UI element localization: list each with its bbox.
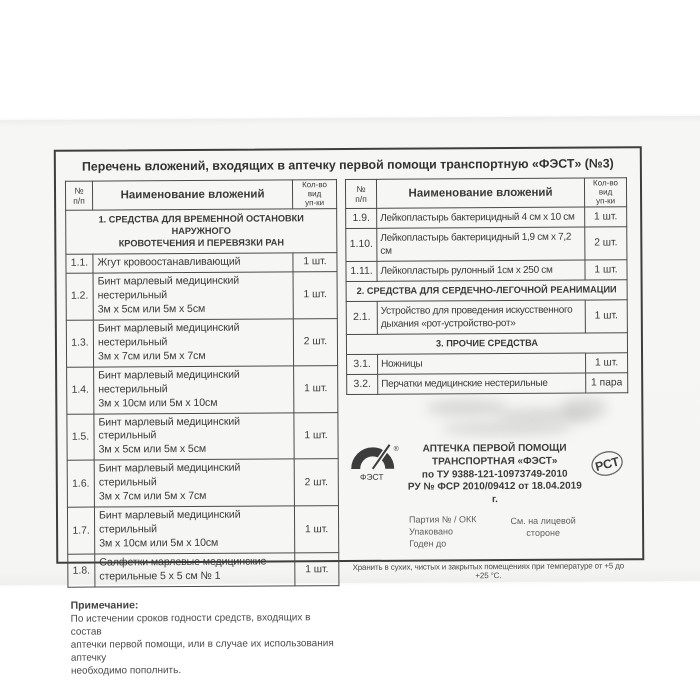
col-header-num: № п/п bbox=[65, 181, 92, 210]
batch-line-1: Партия № / ОКК bbox=[409, 514, 477, 525]
table-row: 1.8. Салфетки марлевые медицинские стерильные 5 х 5 см № 1 1 шт. bbox=[68, 553, 339, 588]
contents-table-right bbox=[345, 177, 628, 395]
section-header-2: 2. СРЕДСТВА ДЛЯ СЕРДЕЧНО-ЛЕГОЧНОЙ РЕАНИМАЦИИ bbox=[346, 280, 627, 301]
table-row: 3.1. Ножницы 1 шт. bbox=[347, 352, 628, 374]
batch-line-2: Упаковано bbox=[409, 526, 454, 537]
batch-line-3: Годен до bbox=[409, 538, 447, 549]
blur-blob bbox=[561, 397, 606, 419]
table-row: 1.6. Бинт марлевый медицинский стерильный 3м х 7см или 5м х 7см 2 шт. bbox=[67, 459, 338, 508]
contents-table-left bbox=[65, 179, 339, 588]
note-block bbox=[71, 598, 340, 678]
table-header-row bbox=[345, 178, 626, 208]
col-header-qty: Кол-во вид уп-ки bbox=[292, 180, 336, 209]
table-header-row bbox=[65, 180, 336, 210]
censored-stamp-region bbox=[346, 393, 628, 442]
leaflet-paper bbox=[0, 116, 700, 677]
table-row: 1.7. Бинт марлевый медицинский стерильный 3м х 10см или 5м х 10см 1 шт. bbox=[67, 506, 338, 555]
rst-certification-logo bbox=[582, 438, 634, 494]
table-row: 1.11. Лейкопластырь рулонный 1см х 250 см 1 шт. bbox=[346, 260, 627, 282]
table-row: 3.2. Перчатки медицинские нестерильные 1 пара bbox=[347, 373, 628, 395]
page-title: Перечень вложений, входящих в аптечку первой помощи транспортную «ФЭСТ» (№3) bbox=[81, 156, 614, 174]
left-column bbox=[65, 179, 340, 678]
registered-mark: ® bbox=[393, 445, 399, 453]
rst-logo-label: РСТ bbox=[593, 454, 621, 474]
table-row: 1.2. Бинт марлевый медицинский нестерильный 3м х 5см или 5м х 5см 1 шт. bbox=[66, 271, 337, 320]
section-header-1: 1. СРЕДСТВА ДЛЯ ВРЕМЕННОЙ ОСТАНОВКИ НАРУЖНОГО КРОВОТЕЧЕНИЯ И ПЕРЕВЯЗКИ РАН bbox=[66, 208, 337, 254]
batch-info-block bbox=[347, 512, 629, 550]
product-line-2: ТРАНСПОРТНАЯ «ФЭСТ» bbox=[431, 455, 558, 468]
section-header-3: 3. ПРОЧИЕ СРЕДСТВА bbox=[346, 333, 627, 354]
product-line-3: по ТУ 9388-121-10973749-2010 bbox=[421, 468, 568, 481]
note-label: Примечание: bbox=[70, 599, 139, 612]
branding-row bbox=[347, 440, 629, 508]
product-title-block bbox=[407, 440, 583, 507]
right-column bbox=[345, 177, 630, 676]
table-row: 1.9. Лейкопластырь бактерицидный 4 см х 10 см 1 шт. bbox=[346, 206, 627, 228]
col-header-qty: Кол-во вид уп-ки bbox=[584, 178, 626, 207]
content-frame bbox=[54, 146, 645, 677]
product-line-4: РУ № ФСР 2010/09412 от 18.04.2019 г. bbox=[407, 480, 582, 506]
blur-blob bbox=[426, 399, 506, 416]
table-row: 1.1. Жгут кровоостанавливающий 1 шт. bbox=[66, 252, 337, 273]
col-header-name: Наименование вложений bbox=[376, 178, 584, 208]
product-line-1: АПТЕЧКА ПЕРВОЙ ПОМОЩИ bbox=[422, 442, 567, 455]
batch-lines bbox=[409, 513, 477, 550]
two-column-layout bbox=[65, 177, 634, 678]
col-header-name: Наименование вложений bbox=[92, 180, 292, 210]
rst-logo-icon bbox=[582, 438, 633, 489]
blur-blob bbox=[441, 422, 571, 436]
table-row: 1.4. Бинт марлевый медицинский нестерильный 3м х 10см или 5м х 10см 1 шт. bbox=[67, 365, 338, 414]
table-row: 1.5. Бинт марлевый медицинский стерильный 3м х 5см или 5м х 5см 1 шт. bbox=[67, 412, 338, 461]
batch-side-note: См. на лицевой стороне bbox=[510, 515, 576, 538]
fest-logo-icon bbox=[347, 442, 403, 484]
col-header-num: № п/п bbox=[345, 179, 376, 208]
table-row: 1.10. Лейкопластырь бактерицидный 1,9 см х 7,2 см 2 шт. bbox=[346, 227, 627, 262]
table-row: 1.3. Бинт марлевый медицинский нестерильный 3м х 7см или 5м х 7см 2 шт. bbox=[66, 318, 337, 367]
storage-conditions: Хранить в сухих, чистых и закрытых помещениях при температуре от +5 до +25 °С. bbox=[352, 561, 625, 581]
fest-logo-label: ФЭСТ bbox=[359, 471, 384, 482]
table-row: 2.1. Устройство для проведения искусственного дыхания «рот-устройство-рот» 1 шт. bbox=[346, 300, 627, 335]
note-text: По истечении сроков годности средств, входящих в состав аптечки первой помощи, или в случае их использования аптечку необходимо пополнить. bbox=[70, 612, 334, 677]
